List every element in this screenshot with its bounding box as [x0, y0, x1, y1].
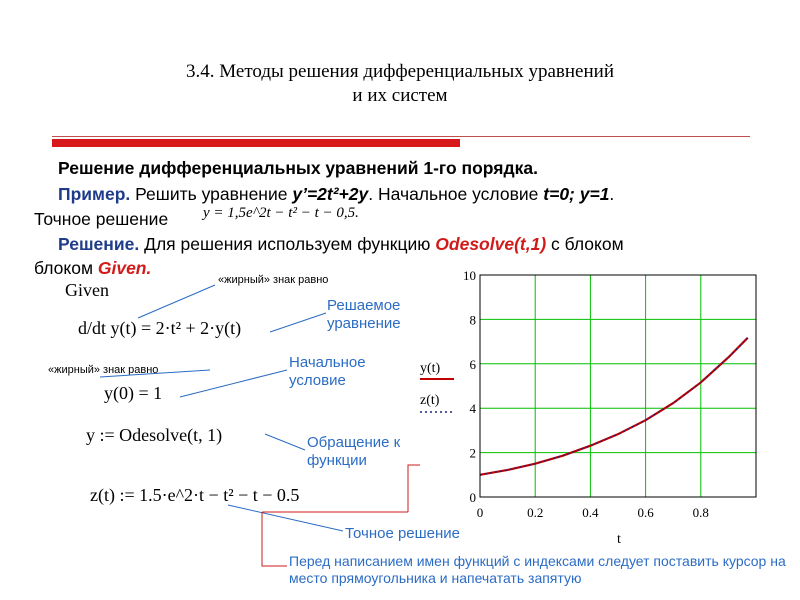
connector-call: [265, 434, 305, 450]
chart-ticks: [463, 268, 709, 520]
given-keyword: Given: [65, 280, 109, 300]
callout-solved-equation: Решаемое уравнение: [327, 297, 401, 332]
connector-solved-eq: [270, 313, 326, 332]
x-tick-label: 0.4: [582, 505, 599, 520]
y-tick-label: 8: [469, 312, 476, 328]
connector-bold-equals-left: [100, 370, 210, 377]
example-text: Решить уравнение: [135, 184, 288, 204]
series-line-z: [480, 338, 748, 475]
solution-text: Для решения используем функцию: [144, 234, 431, 254]
connector-bold-equals-top: [138, 285, 215, 318]
chart-curves: [480, 338, 748, 475]
y-tick-label: 0: [469, 490, 476, 505]
example-paragraph: Пример. Решить уравнение y’=2t²+2y. Начальное условие t=0; y=1.: [58, 184, 615, 204]
y-tick-label: 2: [469, 445, 476, 461]
section-heading: Решение дифференциальных уравнений 1-го порядка.: [58, 158, 538, 178]
x-tick-label: 0.8: [692, 505, 709, 520]
chart-frame: [480, 275, 756, 497]
x-tick-label: 0.2: [527, 505, 544, 520]
hint-bracket: [262, 465, 420, 566]
note-bold-equals-left: «жирный» знак равно: [48, 364, 159, 376]
callout-exact: Точное решение: [345, 525, 461, 542]
title-line-1: 3.4. Методы решения дифференциальных уравнений: [186, 61, 614, 82]
callout-initial: Начальное условие: [289, 354, 366, 389]
ode-equation: d/dt y(t) = 2·t² + 2·y(t): [78, 318, 242, 338]
solution-block: Given.: [97, 258, 152, 278]
example-initial-text: . Начальное условие: [368, 184, 539, 204]
y-tick-label: 4: [469, 401, 476, 417]
solution-label: Решение.: [58, 234, 140, 254]
block-prefix: блоком: [34, 258, 98, 278]
example-label: Пример.: [58, 184, 131, 204]
callout-hint: Перед написанием имен функций с индексами следует поставить курсор на место прямоугольника и напечатать запятую: [289, 553, 786, 586]
solution-function: Odesolve(t,1): [435, 234, 547, 254]
x-axis-label: t: [617, 532, 621, 547]
legend-z: z(t): [420, 393, 440, 408]
x-tick-label: 0.6: [637, 505, 654, 520]
series-line-y: [480, 338, 748, 475]
z-definition: z(t) := 1.5·e^2·t − t² − t − 0.5: [90, 485, 300, 505]
y-tick-label: 6: [469, 356, 476, 372]
y-tick-label: 10: [463, 268, 476, 283]
exact-formula-text: y = 1,5e^2t − t² − t − 0,5.: [203, 205, 359, 221]
chart-grid: [480, 275, 756, 497]
odesolve-call: y := Odesolve(t, 1): [86, 425, 223, 445]
solution-text2: с блоком: [551, 234, 624, 254]
solution-chart: [410, 265, 770, 555]
initial-condition: y(0) = 1: [104, 383, 163, 403]
example-initial-values: t=0; y=1: [543, 184, 610, 204]
callout-call-function: Обращение к функции: [307, 434, 401, 469]
connector-initial: [180, 370, 287, 397]
connector-exact: [228, 505, 343, 531]
x-tick-label: 0: [476, 505, 484, 520]
legend-y: y(t): [420, 361, 441, 376]
exact-label: Точное решение: [34, 209, 169, 229]
example-equation: y’=2t²+2y: [292, 184, 369, 204]
title-line-2: и их систем: [352, 85, 448, 106]
note-bold-equals-top: «жирный» знак равно: [218, 274, 329, 286]
